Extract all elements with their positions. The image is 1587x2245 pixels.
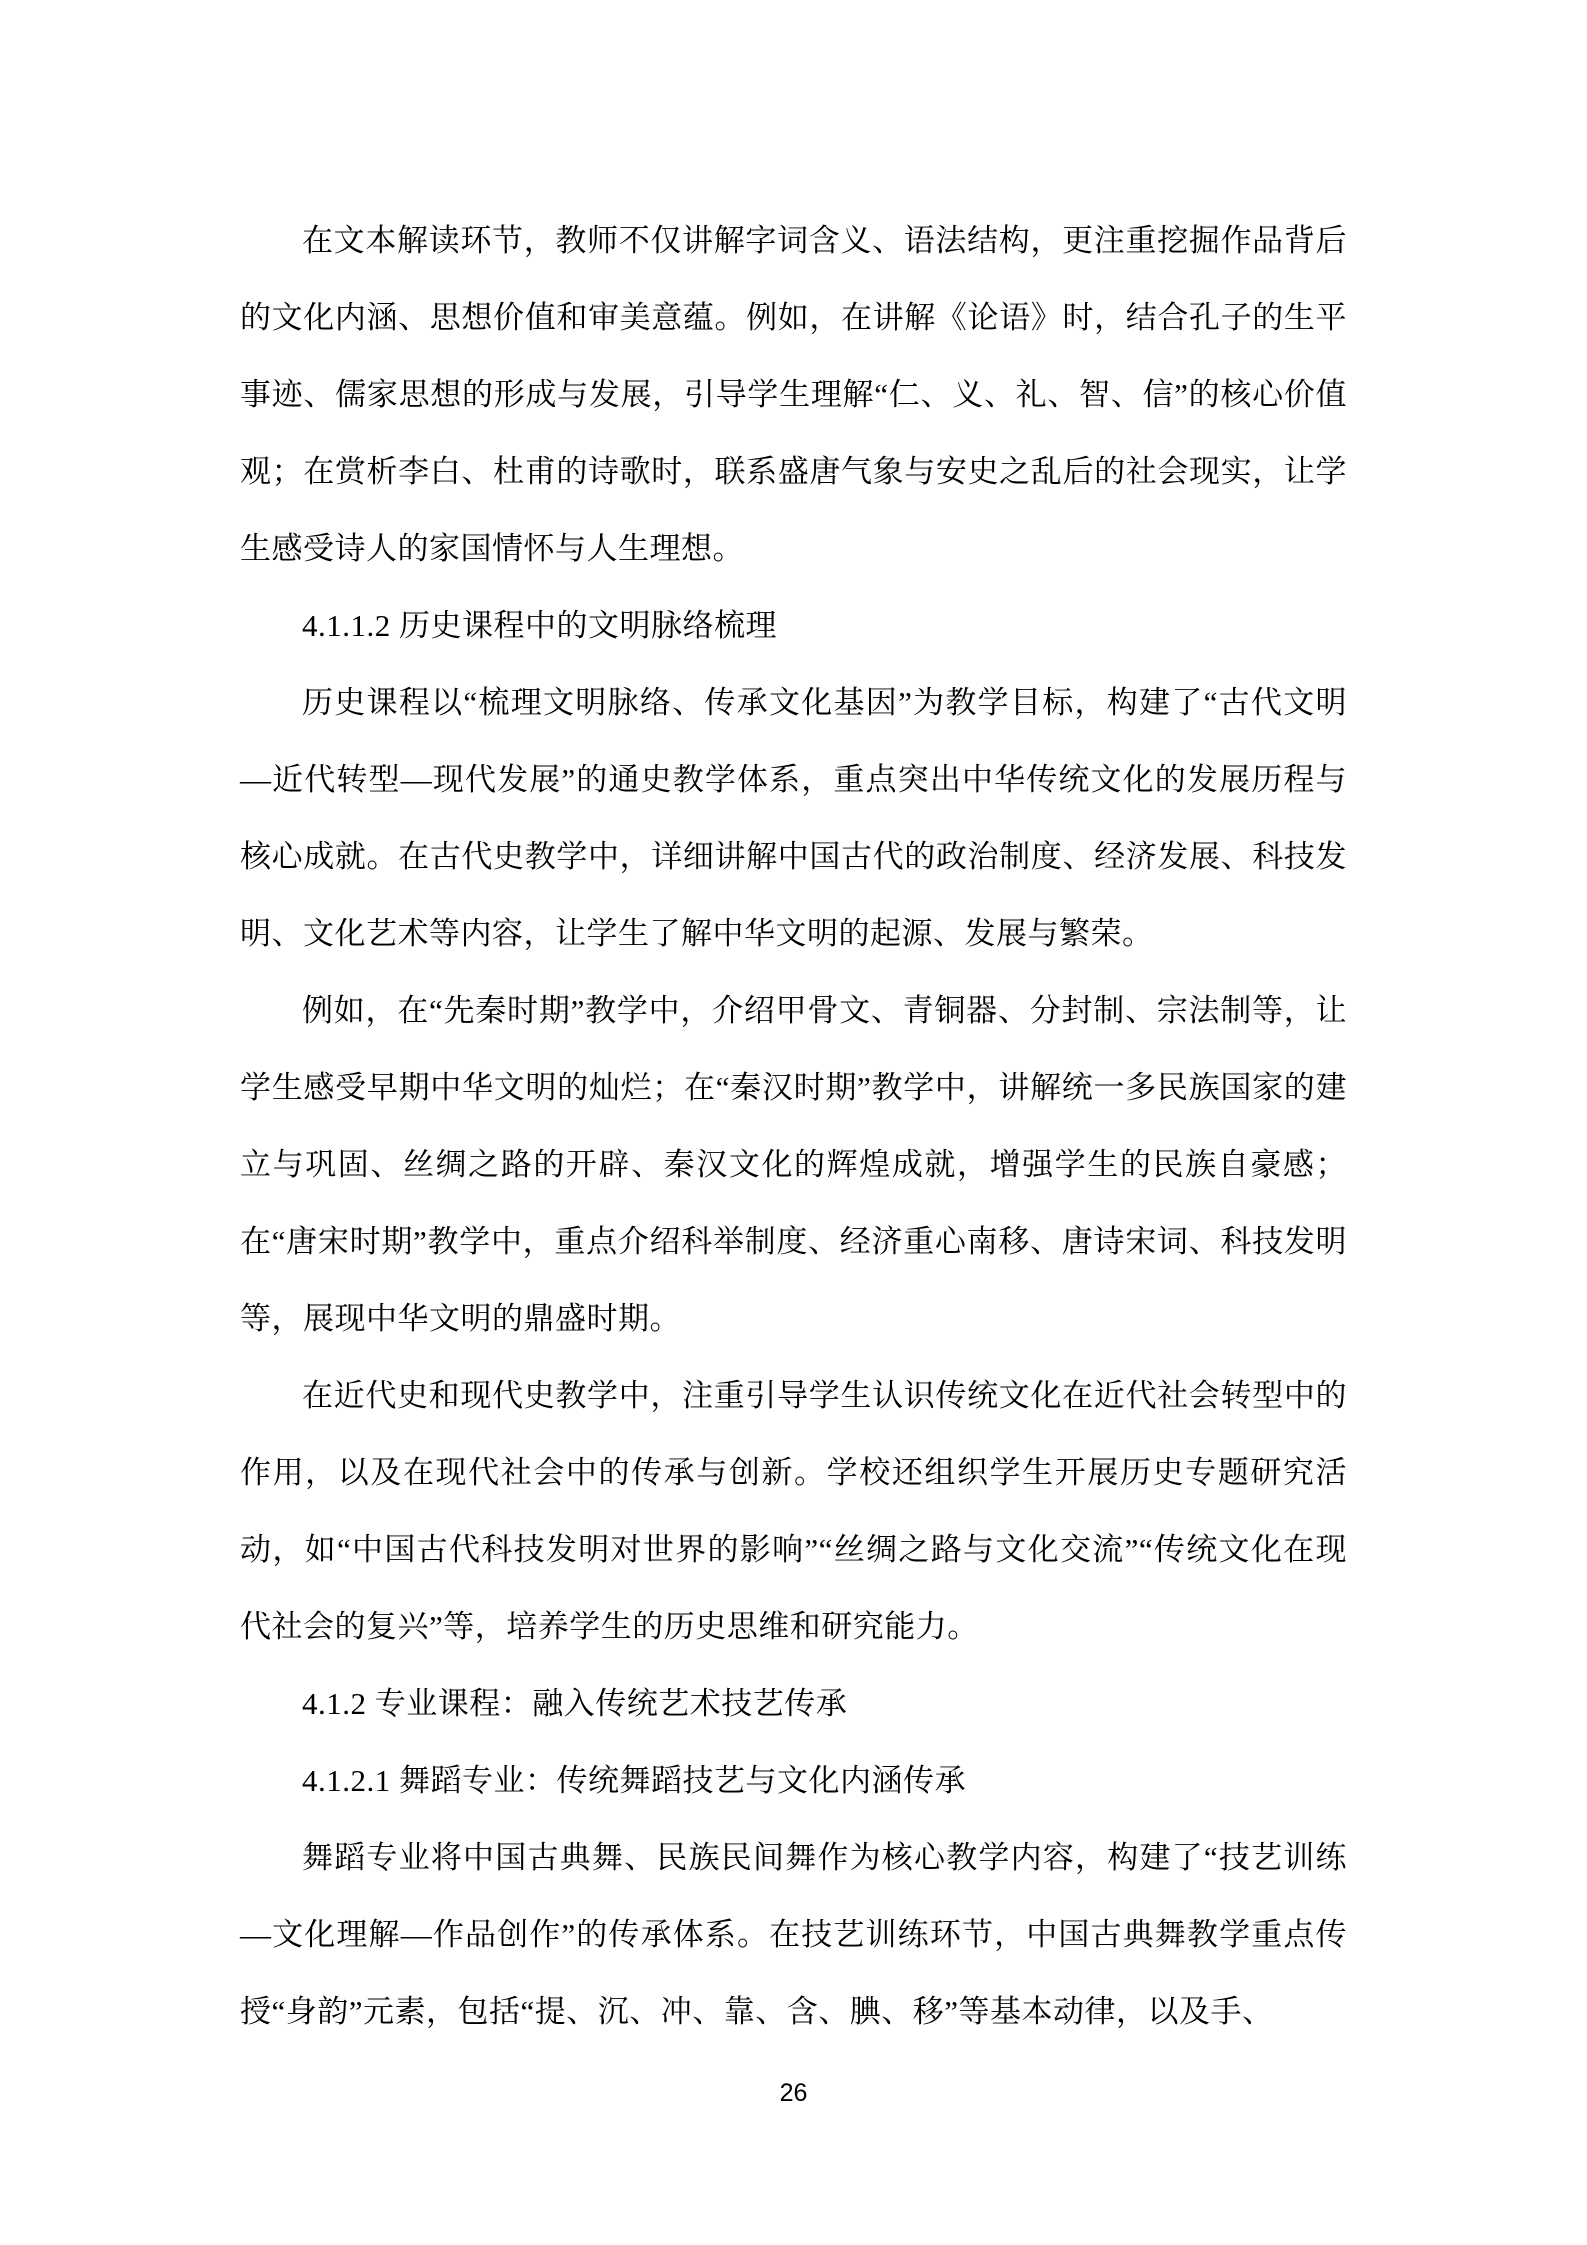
paragraph-text-interpretation: 在文本解读环节，教师不仅讲解字词含义、语法结构，更注重挖掘作品背后的文化内涵、思想价值和审美意蕴。例如，在讲解《论语》时，结合孔子的生平事迹、儒家思想的形成与发展，引导学生理解“仁、义、礼、智、信”的核心价值观；在赏析李白、杜甫的诗歌时，联系盛唐气象与安史之乱后的社会现实，让学生感受诗人的家国情怀与人生理想。 bbox=[240, 223, 1347, 566]
heading-4-1-2-1: 4.1.2.1 舞蹈专业：传统舞蹈技艺与文化内涵传承 bbox=[302, 1763, 966, 1798]
paragraph-dance-major: 舞蹈专业将中国古典舞、民族民间舞作为核心教学内容，构建了“技艺训练—文化理解—作品创作”的传承体系。在技艺训练环节，中国古典舞教学重点传授“身韵”元素，包括“提、沉、冲、靠、含、腆、移”等基本动律，以及手、 bbox=[240, 1840, 1347, 2029]
heading-4-1-1-2: 4.1.1.2 历史课程中的文明脉络梳理 bbox=[302, 608, 777, 643]
paragraph-history-periods-example: 例如，在“先秦时期”教学中，介绍甲骨文、青铜器、分封制、宗法制等，让学生感受早期中华文明的灿烂；在“秦汉时期”教学中，讲解统一多民族国家的建立与巩固、丝绸之路的开辟、秦汉文化的辉煌成就，增强学生的民族自豪感；在“唐宋时期”教学中，重点介绍科举制度、经济重心南移、唐诗宋词、科技发明等，展现中华文明的鼎盛时期。 bbox=[240, 993, 1347, 1336]
paragraph-history-course-goal: 历史课程以“梳理文明脉络、传承文化基因”为教学目标，构建了“古代文明—近代转型—现代发展”的通史教学体系，重点突出中华传统文化的发展历程与核心成就。在古代史教学中，详细讲解中国古代的政治制度、经济发展、科技发明、文化艺术等内容，让学生了解中华文明的起源、发展与繁荣。 bbox=[240, 685, 1347, 951]
page-footer bbox=[0, 2078, 1587, 2108]
paragraph-modern-history-teaching: 在近代史和现代史教学中，注重引导学生认识传统文化在近代社会转型中的作用，以及在现代社会中的传承与创新。学校还组织学生开展历史专题研究活动，如“中国古代科技发明对世界的影响”“丝绸之路与文化交流”“传统文化在现代社会的复兴”等，培养学生的历史思维和研究能力。 bbox=[240, 1378, 1347, 1644]
document-body bbox=[240, 202, 1347, 2050]
heading-4-1-2: 4.1.2 专业课程：融入传统艺术技艺传承 bbox=[302, 1686, 848, 1721]
page-number: 26 bbox=[779, 2079, 808, 2107]
